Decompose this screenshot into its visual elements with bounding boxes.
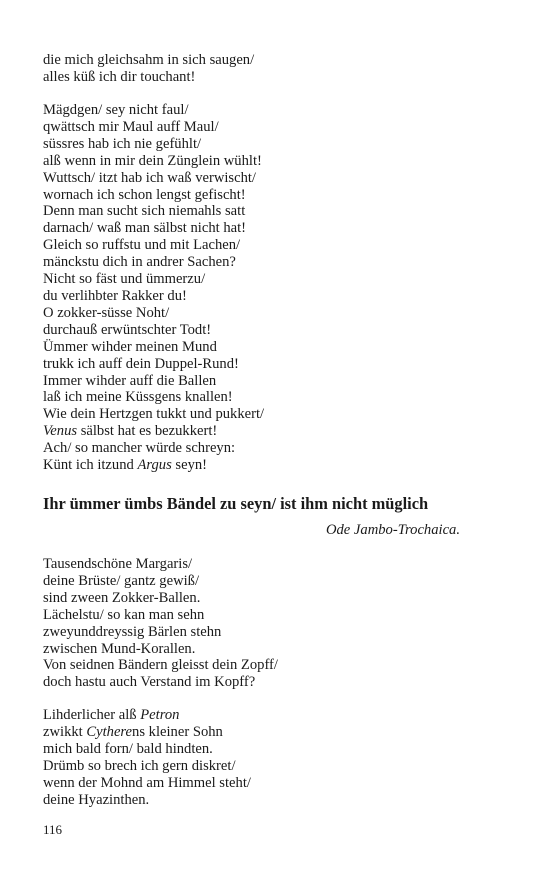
verse-line: Denn man sucht sich niemahls satt <box>43 203 246 220</box>
verse-line <box>43 724 513 741</box>
verse-line: alles küß ich dir touchant! <box>43 68 196 85</box>
verse-line <box>43 707 513 724</box>
verse-line: O zokker-süsse Noht/ <box>43 304 170 321</box>
stanza-new-poem-1 <box>43 556 513 691</box>
verse-line: Von seidnen Bändern gleisst dein Zopff/ <box>43 657 278 674</box>
verse-text: Künt ich itzund <box>43 457 138 474</box>
verse-text: ns kleiner Sohn <box>132 723 223 740</box>
verse-text: seyn! <box>171 457 208 474</box>
stanza-main <box>43 102 513 474</box>
poem-subtitle: Ode Jambo-Trochaica. <box>325 522 460 538</box>
verse-line: mich bald forn/ bald hindten. <box>43 740 213 757</box>
name-argus: Argus <box>137 457 172 474</box>
name-petron: Petron <box>140 707 180 723</box>
verse-line: darnach/ waß man sälbst nicht hat! <box>43 220 247 237</box>
verse-line: Mägdgen/ sey nicht faul/ <box>43 102 189 118</box>
verse-line: Ümmer wihder meinen Mund <box>43 338 217 355</box>
verse-line: Immer wihder auff die Ballen <box>43 372 217 389</box>
verse-line: süssres hab ich nie gefühlt/ <box>43 135 202 152</box>
verse-line: doch hastu auch Verstand im Kopff? <box>43 674 256 691</box>
poem-title: Ihr ümmer ümbs Bändel zu seyn/ ist ihm nicht müglich <box>43 494 429 513</box>
verse-line: trukk ich auff dein Duppel-Rund! <box>43 355 239 372</box>
page-number: 116 <box>43 822 63 837</box>
verse-line: Tausendschöne Margaris/ <box>43 556 193 572</box>
verse-text: zwikkt <box>43 723 87 740</box>
verse-line: sind zween Zokker-Ballen. <box>43 589 201 606</box>
verse-text: Lihderlicher alß <box>43 707 141 723</box>
verse-line: Wuttsch/ itzt hab ich waß verwischt/ <box>43 169 256 186</box>
verse-line: Gleich so ruffstu und mit Lachen/ <box>43 237 241 254</box>
verse-text: sälbst hat es bezukkert! <box>77 423 218 440</box>
verse-line: Lächelstu/ so kan man sehn <box>43 606 205 623</box>
name-venus: Venus <box>43 423 78 440</box>
verse-line: alß wenn in mir dein Zünglein wühlt! <box>43 152 262 169</box>
verse-line: wornach ich schon lengst gefischt! <box>43 186 246 203</box>
verse-line: du verlihbter Rakker du! <box>43 287 187 304</box>
verse-line: Ach/ so mancher würde schreyn: <box>43 440 236 457</box>
verse-line: laß ich meine Küssgens knallen! <box>43 389 233 406</box>
name-cythere: Cythere <box>86 723 133 740</box>
verse-line: zweyunddreyssig Bärlen stehn <box>43 623 222 640</box>
verse-line: zwischen Mund-Korallen. <box>43 640 196 657</box>
verse-line: Wie dein Hertzgen tukkt und pukkert/ <box>43 406 265 423</box>
verse-line: wenn der Mohnd am Himmel steht/ <box>43 774 251 791</box>
verse-line <box>43 423 513 440</box>
verse-line: qwättsch mir Maul auff Maul/ <box>43 118 219 135</box>
verse-line: durchauß erwüntschter Todt! <box>43 321 212 338</box>
verse-line: Drümb so brech ich gern diskret/ <box>43 757 236 774</box>
verse-line: mänckstu dich in andrer Sachen? <box>43 254 236 271</box>
verse-line: Nicht so fäst und ümmerzu/ <box>43 271 206 288</box>
verse-line <box>43 457 513 474</box>
stanza-continued <box>43 52 513 86</box>
stanza-new-poem-2 <box>43 707 513 808</box>
verse-line: deine Hyazinthen. <box>43 791 150 808</box>
verse-line: deine Brüste/ gantz gewiß/ <box>43 572 200 589</box>
verse-line: die mich gleichsahm in sich saugen/ <box>43 52 255 68</box>
